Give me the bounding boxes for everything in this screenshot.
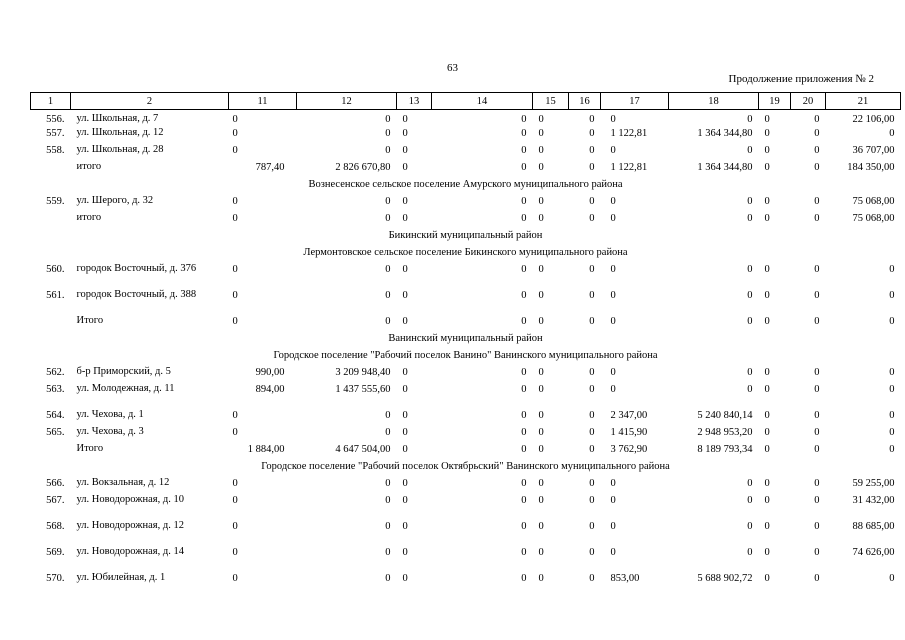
page-number: 63 xyxy=(447,62,458,74)
row-number xyxy=(31,213,71,230)
value-cell-c18: 0 xyxy=(747,478,753,489)
value-cell-c13: 0 xyxy=(402,128,408,139)
value-cell-c21: 0 xyxy=(889,410,895,421)
section-heading-row xyxy=(31,230,901,247)
value-cell-c19: 0 xyxy=(764,114,770,125)
value-cell-c15: 0 xyxy=(538,573,544,584)
value-cell-c11: 0 xyxy=(232,427,238,438)
row-number: 556. xyxy=(46,114,65,125)
value-cell-c13: 0 xyxy=(402,427,408,438)
value-cell-c19: 0 xyxy=(764,547,770,558)
value-cell-c21: 88 685,00 xyxy=(852,521,895,532)
value-cell-c13: 0 xyxy=(402,410,408,421)
value-cell-c11: 1 884,00 xyxy=(247,444,285,455)
value-cell-c20: 0 xyxy=(814,444,820,455)
value-cell-c18: 0 xyxy=(747,384,753,395)
value-cell-c13: 0 xyxy=(402,495,408,506)
value-cell-c18: 0 xyxy=(747,196,753,207)
value-cell-c14: 0 xyxy=(521,196,527,207)
row-number: 567. xyxy=(46,495,65,506)
value-cell-c21: 0 xyxy=(889,316,895,327)
value-cell-c20: 0 xyxy=(814,521,820,532)
value-cell-c16: 0 xyxy=(589,213,595,224)
value-cell-c15: 0 xyxy=(538,367,544,378)
value-cell-c13: 0 xyxy=(402,114,408,125)
value-cell-c19: 0 xyxy=(764,478,770,489)
value-cell-c13: 0 xyxy=(402,264,408,275)
address-cell: итого xyxy=(76,212,102,223)
value-cell-c18: 5 240 840,14 xyxy=(697,410,753,421)
column-header: 1 xyxy=(31,93,71,110)
value-cell-c21: 0 xyxy=(889,264,895,275)
value-cell-c11: 0 xyxy=(232,316,238,327)
value-cell-c15: 0 xyxy=(538,128,544,139)
value-cell-c21: 31 432,00 xyxy=(852,495,895,506)
value-cell-c12: 0 xyxy=(385,196,391,207)
value-cell-c14: 0 xyxy=(521,316,527,327)
value-cell-c16: 0 xyxy=(589,114,595,125)
address-cell: б-р Приморский, д. 5 xyxy=(76,366,171,377)
value-cell-c11: 0 xyxy=(232,114,238,125)
value-cell-c19: 0 xyxy=(764,384,770,395)
value-cell-c13: 0 xyxy=(402,290,408,301)
value-cell-c11: 0 xyxy=(232,128,238,139)
value-cell-c21: 74 626,00 xyxy=(852,547,895,558)
column-header: 19 xyxy=(759,93,791,110)
column-header: 16 xyxy=(569,93,601,110)
table-row xyxy=(31,384,901,410)
value-cell-c15: 0 xyxy=(538,316,544,327)
row-number: 557. xyxy=(46,128,65,139)
value-cell-c17: 0 xyxy=(610,367,616,378)
table-row xyxy=(31,290,901,316)
table-row xyxy=(31,128,901,145)
table-row xyxy=(31,573,901,590)
value-cell-c17: 0 xyxy=(610,478,616,489)
value-cell-c16: 0 xyxy=(589,145,595,156)
value-cell-c19: 0 xyxy=(764,573,770,584)
value-cell-c19: 0 xyxy=(764,367,770,378)
section-heading-row xyxy=(31,461,901,478)
value-cell-c15: 0 xyxy=(538,290,544,301)
value-cell-c14: 0 xyxy=(521,162,527,173)
value-cell-c19: 0 xyxy=(764,145,770,156)
value-cell-c12: 0 xyxy=(385,427,391,438)
row-number: 563. xyxy=(46,384,65,395)
value-cell-c15: 0 xyxy=(538,145,544,156)
value-cell-c17: 0 xyxy=(610,196,616,207)
value-cell-c12: 0 xyxy=(385,145,391,156)
value-cell-c11: 0 xyxy=(232,145,238,156)
row-number: 559. xyxy=(46,196,65,207)
value-cell-c12: 0 xyxy=(385,264,391,275)
row-number: 569. xyxy=(46,547,65,558)
value-cell-c16: 0 xyxy=(589,264,595,275)
value-cell-c20: 0 xyxy=(814,410,820,421)
value-cell-c11: 0 xyxy=(232,521,238,532)
address-cell: ул. Новодорожная, д. 10 xyxy=(76,494,184,505)
section-heading: Бикинский муниципальный район xyxy=(388,230,543,241)
value-cell-c18: 8 189 793,34 xyxy=(697,444,753,455)
value-cell-c11: 0 xyxy=(232,547,238,558)
value-cell-c16: 0 xyxy=(589,547,595,558)
value-cell-c19: 0 xyxy=(764,444,770,455)
row-number xyxy=(31,162,71,179)
value-cell-c12: 0 xyxy=(385,547,391,558)
address-cell: итого xyxy=(76,161,102,172)
value-cell-c17: 0 xyxy=(610,114,616,125)
value-cell-c21: 0 xyxy=(889,128,895,139)
value-cell-c12: 0 xyxy=(385,213,391,224)
value-cell-c15: 0 xyxy=(538,478,544,489)
value-cell-c16: 0 xyxy=(589,162,595,173)
row-number: 560. xyxy=(46,264,65,275)
value-cell-c13: 0 xyxy=(402,162,408,173)
address-cell: Итого xyxy=(76,443,104,454)
table-row xyxy=(31,367,901,384)
value-cell-c20: 0 xyxy=(814,367,820,378)
value-cell-c11: 0 xyxy=(232,573,238,584)
value-cell-c19: 0 xyxy=(764,162,770,173)
address-cell: городок Восточный, д. 376 xyxy=(76,263,197,274)
section-heading: Лермонтовское сельское поселение Бикинского муниципального района xyxy=(303,247,628,258)
section-heading: Ванинский муниципальный район xyxy=(388,333,543,344)
value-cell-c15: 0 xyxy=(538,547,544,558)
value-cell-c13: 0 xyxy=(402,478,408,489)
row-number: 562. xyxy=(46,367,65,378)
value-cell-c20: 0 xyxy=(814,145,820,156)
value-cell-c15: 0 xyxy=(538,162,544,173)
value-cell-c19: 0 xyxy=(764,213,770,224)
column-header: 13 xyxy=(397,93,432,110)
value-cell-c13: 0 xyxy=(402,145,408,156)
value-cell-c18: 0 xyxy=(747,264,753,275)
value-cell-c13: 0 xyxy=(402,213,408,224)
value-cell-c14: 0 xyxy=(521,145,527,156)
value-cell-c17: 853,00 xyxy=(610,573,640,584)
address-cell: ул. Школьная, д. 7 xyxy=(76,113,159,124)
value-cell-c20: 0 xyxy=(814,478,820,489)
value-cell-c20: 0 xyxy=(814,573,820,584)
table-row xyxy=(31,145,901,162)
value-cell-c16: 0 xyxy=(589,384,595,395)
value-cell-c21: 0 xyxy=(889,444,895,455)
value-cell-c16: 0 xyxy=(589,128,595,139)
section-heading-row xyxy=(31,179,901,196)
column-header: 21 xyxy=(826,93,901,110)
section-heading: Вознесенское сельское поселение Амурского муниципального района xyxy=(308,179,623,190)
value-cell-c20: 0 xyxy=(814,196,820,207)
value-cell-c17: 0 xyxy=(610,384,616,395)
address-cell: городок Восточный, д. 388 xyxy=(76,289,197,300)
address-cell: ул. Чехова, д. 3 xyxy=(76,426,144,437)
value-cell-c12: 0 xyxy=(385,521,391,532)
row-number: 561. xyxy=(46,290,65,301)
value-cell-c21: 36 707,00 xyxy=(852,145,895,156)
value-cell-c19: 0 xyxy=(764,410,770,421)
value-cell-c13: 0 xyxy=(402,367,408,378)
value-cell-c14: 0 xyxy=(521,290,527,301)
section-heading: Городское поселение "Рабочий поселок Октябрьский" Ванинского муниципального района xyxy=(261,461,670,472)
table-row xyxy=(31,110,901,129)
value-cell-c19: 0 xyxy=(764,264,770,275)
address-cell: ул. Шерого, д. 32 xyxy=(76,195,154,206)
table-row xyxy=(31,478,901,495)
value-cell-c21: 75 068,00 xyxy=(852,196,895,207)
value-cell-c14: 0 xyxy=(521,495,527,506)
value-cell-c14: 0 xyxy=(521,521,527,532)
row-number: 568. xyxy=(46,521,65,532)
value-cell-c12: 0 xyxy=(385,290,391,301)
value-cell-c12: 4 647 504,00 xyxy=(335,444,391,455)
value-cell-c15: 0 xyxy=(538,444,544,455)
column-header: 17 xyxy=(601,93,669,110)
value-cell-c20: 0 xyxy=(814,316,820,327)
value-cell-c11: 894,00 xyxy=(255,384,285,395)
value-cell-c20: 0 xyxy=(814,384,820,395)
value-cell-c16: 0 xyxy=(589,521,595,532)
value-cell-c14: 0 xyxy=(521,114,527,125)
column-header: 14 xyxy=(432,93,533,110)
value-cell-c21: 59 255,00 xyxy=(852,478,895,489)
column-header: 18 xyxy=(669,93,759,110)
value-cell-c19: 0 xyxy=(764,316,770,327)
value-cell-c20: 0 xyxy=(814,547,820,558)
value-cell-c15: 0 xyxy=(538,427,544,438)
value-cell-c17: 0 xyxy=(610,521,616,532)
table-row xyxy=(31,196,901,213)
value-cell-c18: 0 xyxy=(747,145,753,156)
value-cell-c20: 0 xyxy=(814,128,820,139)
value-cell-c17: 1 415,90 xyxy=(610,427,648,438)
appendix-table xyxy=(30,92,901,590)
subtotal-row xyxy=(31,162,901,179)
value-cell-c17: 0 xyxy=(610,547,616,558)
value-cell-c21: 0 xyxy=(889,290,895,301)
value-cell-c11: 0 xyxy=(232,290,238,301)
address-cell: ул. Школьная, д. 12 xyxy=(76,127,164,138)
value-cell-c16: 0 xyxy=(589,316,595,327)
table-row xyxy=(31,547,901,573)
value-cell-c16: 0 xyxy=(589,495,595,506)
value-cell-c15: 0 xyxy=(538,410,544,421)
value-cell-c12: 0 xyxy=(385,495,391,506)
table-row xyxy=(31,521,901,547)
table-row xyxy=(31,495,901,521)
row-number: 565. xyxy=(46,427,65,438)
subtotal-row xyxy=(31,316,901,333)
value-cell-c18: 0 xyxy=(747,290,753,301)
section-heading-row xyxy=(31,350,901,367)
column-header: 12 xyxy=(297,93,397,110)
value-cell-c19: 0 xyxy=(764,495,770,506)
value-cell-c15: 0 xyxy=(538,521,544,532)
row-number xyxy=(31,444,71,461)
value-cell-c16: 0 xyxy=(589,196,595,207)
value-cell-c18: 1 364 344,80 xyxy=(697,162,753,173)
value-cell-c17: 0 xyxy=(610,264,616,275)
value-cell-c14: 0 xyxy=(521,128,527,139)
value-cell-c16: 0 xyxy=(589,573,595,584)
value-cell-c11: 787,40 xyxy=(255,162,285,173)
value-cell-c15: 0 xyxy=(538,196,544,207)
value-cell-c20: 0 xyxy=(814,162,820,173)
value-cell-c14: 0 xyxy=(521,478,527,489)
value-cell-c18: 0 xyxy=(747,367,753,378)
value-cell-c20: 0 xyxy=(814,213,820,224)
value-cell-c16: 0 xyxy=(589,478,595,489)
value-cell-c11: 0 xyxy=(232,495,238,506)
subtotal-row xyxy=(31,444,901,461)
address-cell: ул. Школьная, д. 28 xyxy=(76,144,164,155)
value-cell-c13: 0 xyxy=(402,316,408,327)
value-cell-c14: 0 xyxy=(521,213,527,224)
subtotal-row xyxy=(31,213,901,230)
value-cell-c14: 0 xyxy=(521,384,527,395)
column-number-header-row xyxy=(31,93,901,110)
value-cell-c17: 3 762,90 xyxy=(610,444,648,455)
value-cell-c20: 0 xyxy=(814,495,820,506)
value-cell-c21: 0 xyxy=(889,573,895,584)
table-row xyxy=(31,427,901,444)
appendix-continuation-label: Продолжение приложения № 2 xyxy=(728,73,874,85)
address-cell: ул. Новодорожная, д. 14 xyxy=(76,546,184,557)
value-cell-c17: 0 xyxy=(610,145,616,156)
value-cell-c16: 0 xyxy=(589,410,595,421)
value-cell-c12: 0 xyxy=(385,478,391,489)
value-cell-c12: 0 xyxy=(385,114,391,125)
value-cell-c19: 0 xyxy=(764,196,770,207)
column-header: 20 xyxy=(791,93,826,110)
value-cell-c18: 0 xyxy=(747,547,753,558)
section-heading: Городское поселение "Рабочий поселок Ванино" Ванинского муниципального района xyxy=(273,350,658,361)
value-cell-c15: 0 xyxy=(538,114,544,125)
value-cell-c17: 0 xyxy=(610,316,616,327)
value-cell-c14: 0 xyxy=(521,444,527,455)
value-cell-c13: 0 xyxy=(402,547,408,558)
value-cell-c21: 22 106,00 xyxy=(852,114,895,125)
value-cell-c17: 0 xyxy=(610,290,616,301)
value-cell-c14: 0 xyxy=(521,573,527,584)
value-cell-c15: 0 xyxy=(538,213,544,224)
value-cell-c19: 0 xyxy=(764,128,770,139)
row-number: 558. xyxy=(46,145,65,156)
value-cell-c17: 0 xyxy=(610,495,616,506)
value-cell-c13: 0 xyxy=(402,573,408,584)
value-cell-c16: 0 xyxy=(589,444,595,455)
row-number xyxy=(31,316,71,333)
value-cell-c21: 75 068,00 xyxy=(852,213,895,224)
row-number: 564. xyxy=(46,410,65,421)
value-cell-c20: 0 xyxy=(814,114,820,125)
value-cell-c18: 0 xyxy=(747,521,753,532)
value-cell-c20: 0 xyxy=(814,264,820,275)
value-cell-c14: 0 xyxy=(521,367,527,378)
value-cell-c17: 2 347,00 xyxy=(610,410,648,421)
value-cell-c11: 0 xyxy=(232,410,238,421)
value-cell-c18: 0 xyxy=(747,114,753,125)
value-cell-c15: 0 xyxy=(538,384,544,395)
value-cell-c13: 0 xyxy=(402,384,408,395)
value-cell-c20: 0 xyxy=(814,427,820,438)
value-cell-c11: 0 xyxy=(232,213,238,224)
value-cell-c11: 0 xyxy=(232,264,238,275)
address-cell: ул. Юбилейная, д. 1 xyxy=(76,572,166,583)
value-cell-c14: 0 xyxy=(521,547,527,558)
value-cell-c19: 0 xyxy=(764,521,770,532)
value-cell-c13: 0 xyxy=(402,444,408,455)
value-cell-c18: 1 364 344,80 xyxy=(697,128,753,139)
table-row xyxy=(31,264,901,290)
column-header: 2 xyxy=(71,93,229,110)
value-cell-c14: 0 xyxy=(521,410,527,421)
table-row xyxy=(31,410,901,427)
address-cell: ул. Новодорожная, д. 12 xyxy=(76,520,184,531)
value-cell-c17: 1 122,81 xyxy=(610,162,648,173)
value-cell-c11: 0 xyxy=(232,478,238,489)
value-cell-c12: 0 xyxy=(385,573,391,584)
value-cell-c21: 0 xyxy=(889,427,895,438)
value-cell-c21: 0 xyxy=(889,384,895,395)
value-cell-c15: 0 xyxy=(538,495,544,506)
section-heading-row xyxy=(31,247,901,264)
value-cell-c18: 2 948 953,20 xyxy=(697,427,753,438)
address-cell: ул. Чехова, д. 1 xyxy=(76,409,144,420)
value-cell-c18: 0 xyxy=(747,316,753,327)
value-cell-c17: 0 xyxy=(610,213,616,224)
value-cell-c19: 0 xyxy=(764,427,770,438)
value-cell-c13: 0 xyxy=(402,521,408,532)
value-cell-c20: 0 xyxy=(814,290,820,301)
value-cell-c15: 0 xyxy=(538,264,544,275)
value-cell-c17: 1 122,81 xyxy=(610,128,648,139)
value-cell-c11: 990,00 xyxy=(255,367,285,378)
address-cell: ул. Молодежная, д. 11 xyxy=(76,383,175,394)
value-cell-c19: 0 xyxy=(764,290,770,301)
value-cell-c16: 0 xyxy=(589,427,595,438)
value-cell-c18: 0 xyxy=(747,495,753,506)
value-cell-c18: 5 688 902,72 xyxy=(697,573,753,584)
value-cell-c12: 0 xyxy=(385,410,391,421)
section-heading-row xyxy=(31,333,901,350)
value-cell-c13: 0 xyxy=(402,196,408,207)
value-cell-c12: 0 xyxy=(385,128,391,139)
value-cell-c16: 0 xyxy=(589,367,595,378)
column-header: 11 xyxy=(229,93,297,110)
address-cell: ул. Вокзальная, д. 12 xyxy=(76,477,170,488)
value-cell-c12: 0 xyxy=(385,316,391,327)
value-cell-c18: 0 xyxy=(747,213,753,224)
value-cell-c14: 0 xyxy=(521,427,527,438)
table-body xyxy=(31,110,901,591)
value-cell-c12: 2 826 670,80 xyxy=(335,162,391,173)
value-cell-c12: 3 209 948,40 xyxy=(335,367,391,378)
value-cell-c14: 0 xyxy=(521,264,527,275)
value-cell-c16: 0 xyxy=(589,290,595,301)
row-number: 570. xyxy=(46,573,65,584)
value-cell-c12: 1 437 555,60 xyxy=(335,384,391,395)
value-cell-c21: 0 xyxy=(889,367,895,378)
value-cell-c11: 0 xyxy=(232,196,238,207)
value-cell-c21: 184 350,00 xyxy=(847,162,895,173)
column-header: 15 xyxy=(533,93,569,110)
address-cell: Итого xyxy=(76,315,104,326)
row-number: 566. xyxy=(46,478,65,489)
